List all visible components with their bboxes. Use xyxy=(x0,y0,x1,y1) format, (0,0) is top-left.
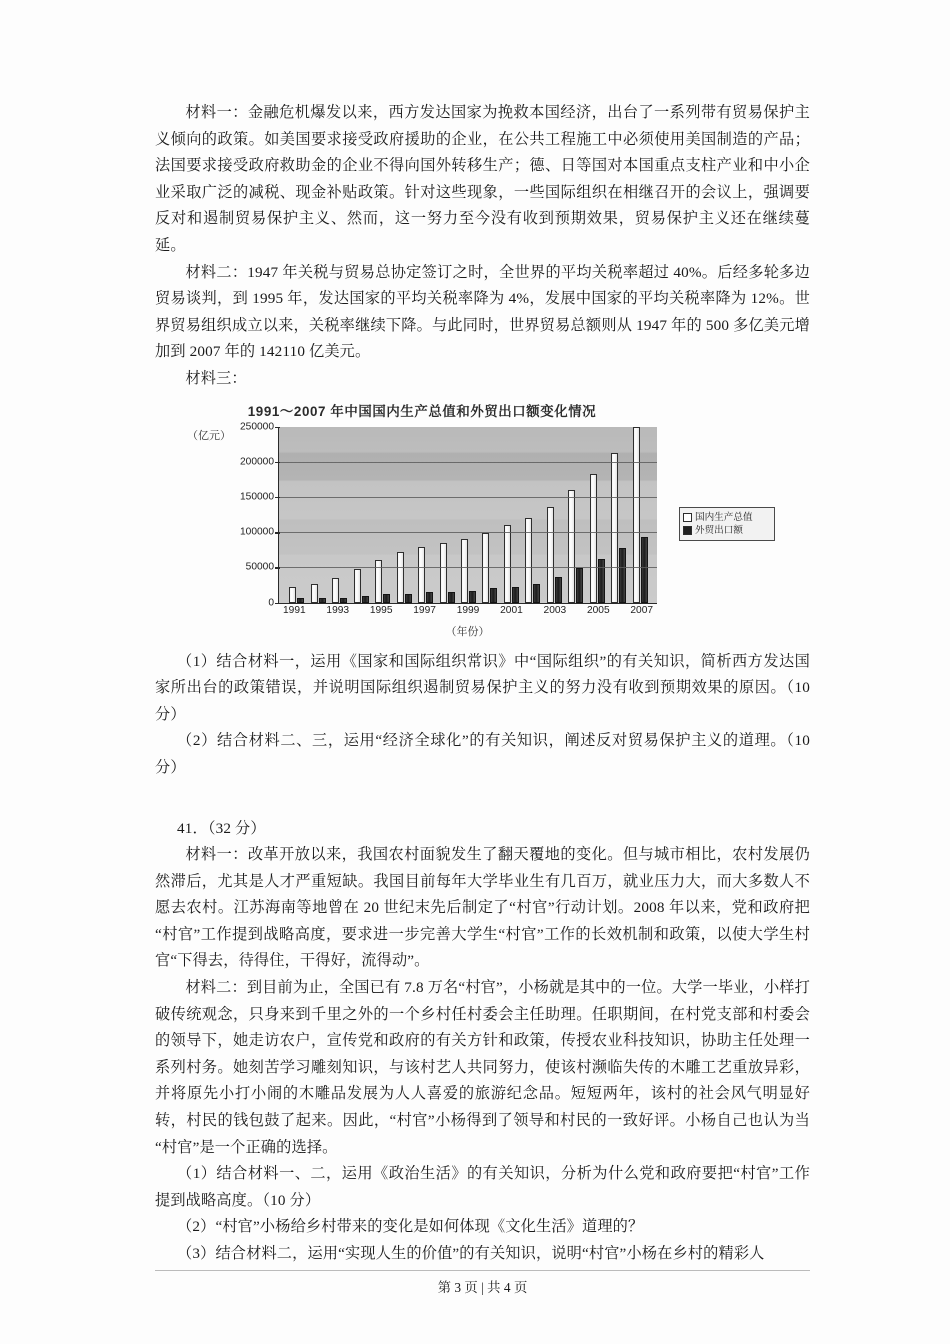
q40-material1-label: 材料一： xyxy=(185,104,248,121)
chart-y-tick-label: 0 xyxy=(268,597,274,609)
chart-bar-export xyxy=(340,598,347,603)
chart-bar-group xyxy=(436,543,457,602)
chart-y-tickmark xyxy=(275,462,280,463)
chart-gridline xyxy=(279,497,657,498)
chart-y-axis-title: （亿元） xyxy=(187,429,231,442)
gdp-export-bar-chart xyxy=(187,401,753,649)
chart-x-tick-label: 1991 xyxy=(283,604,306,616)
chart-bar-group xyxy=(522,518,543,603)
chart-x-tick-label: 2003 xyxy=(543,604,567,616)
chart-x-tick-label: 2005 xyxy=(586,604,610,616)
chart-bar-export xyxy=(448,592,455,603)
chart-bar-gdp xyxy=(590,474,597,603)
chart-bar-gdp xyxy=(332,578,339,603)
chart-y-tickmark xyxy=(275,567,280,568)
q41-material1-label: 材料一： xyxy=(185,846,248,864)
chart-x-tick-label: 1993 xyxy=(326,604,350,616)
q40-material1-paragraph xyxy=(155,100,810,260)
chart-bar-gdp xyxy=(397,552,404,602)
q41-number: 41．（32 分） xyxy=(177,819,266,837)
chart-bar-group xyxy=(630,427,651,603)
chart-y-ticks xyxy=(231,421,278,609)
q41-subquestion-2: （2）“村官”小杨给乡村带来的变化是如何体现《文化生活》道理的？ xyxy=(177,1218,644,1236)
chart-y-tick-label: 150000 xyxy=(240,491,274,503)
chart-y-tick-label: 50000 xyxy=(245,561,274,573)
chart-bar-group xyxy=(350,569,371,603)
q40-subquestion-1: （1）结合材料一，运用《国家和国际组织常识》中“国际组织”的有关知识，简析西方发达国家所出台的政策错误，并说明国际组织遏制贸易保护主义的努力没有收到预期效果的原因。（10 分） xyxy=(155,652,810,723)
q41-subquestion-1: （1）结合材料一、二，运用《政治生活》的有关知识，分析为什么党和政府要把“村官”工作提到战略高度。（10 分） xyxy=(155,1165,810,1209)
chart-bar-export xyxy=(319,598,326,603)
chart-bar-export xyxy=(641,537,648,602)
chart-bar-gdp xyxy=(440,543,447,602)
chart-bar-group xyxy=(393,552,414,602)
q40-material2-paragraph xyxy=(155,260,810,366)
legend-swatch-gdp-icon xyxy=(683,513,692,522)
chart-bar-group xyxy=(544,507,565,603)
q41-material2-text: 到目前为止，全国已有 7.8 万名“村官”，小杨就是其中的一位。大学一毕业，小样打破传统观念，只身来到千里之外的一个乡村任村委会主任助理。任职期间，在村党支部和村委会的领导下，她走访农户，宣传党和政府的有关方针和政策，传授农业科技知识，协助主任处理一系列村务。她刻苦学习雕刻知识，与该村艺人共同努力，使该村濒临失传的木雕工艺重放异彩，并将原先小打小闹的木雕品发展为人人喜爱的旅游纪念品。短短两年，该村的社会风气明显好转，村民的钱包鼓了起来。因此，“村官”小杨得到了领导和村民的一致好评。小杨自己也认为当“村官”是一个正确的选择。 xyxy=(155,979,810,1156)
chart-bar-export xyxy=(297,598,304,603)
chart-bar-gdp xyxy=(611,453,618,602)
q41-material1-text: 改革开放以来，我国农村面貌发生了翻天覆地的变化。但与城市相比，农村发展仍然滞后，尤其是人才严重短缺。我国目前每年大学毕业生有几百万，就业压力大，而大多数人不愿去农村。江苏海南等地曾在 20 世纪末先后制定了“村官”行动计划。2008 年以来，党和政府把“村官”工作提到战略高度，要求进一步完善大学生“村官”工作的长效机制和政策，以使大学生村官“下得去，待得住，干得好，流得动”。 xyxy=(155,846,810,970)
chart-bar-export xyxy=(555,577,562,602)
chart-y-tickmark xyxy=(275,532,280,533)
chart-bar-export xyxy=(469,591,476,602)
chart-bar-gdp xyxy=(568,490,575,603)
chart-bar-export xyxy=(576,568,583,602)
chart-y-tickmark xyxy=(275,427,280,428)
chart-x-tick-label: 1999 xyxy=(456,604,480,616)
q40-material2-label: 材料二： xyxy=(185,263,248,281)
chart-y-tick-label: 100000 xyxy=(240,526,274,538)
chart-bar-export xyxy=(383,594,390,602)
q40-material3-label: 材料三： xyxy=(185,369,247,387)
chart-gridline xyxy=(279,462,657,463)
legend-label-gdp: 国内生产总值 xyxy=(695,511,753,523)
chart-x-ticks xyxy=(278,605,657,616)
q40-subquestion-2: （2）结合材料二、三，运用“经济全球化”的有关知识，阐述反对贸易保护主义的道理。（10 分） xyxy=(155,732,810,776)
page-content xyxy=(155,100,810,1268)
chart-bar-group xyxy=(286,587,307,602)
chart-y-tickmark xyxy=(275,497,280,498)
chart-bar-gdp xyxy=(354,569,361,603)
chart-bar-gdp xyxy=(418,547,425,603)
chart-gridline xyxy=(279,532,657,533)
chart-x-tick-label: 1997 xyxy=(413,604,436,616)
legend-entry-gdp xyxy=(683,511,770,524)
chart-gridline xyxy=(279,567,657,568)
chart-bar-gdp xyxy=(547,507,554,603)
legend-entry-export xyxy=(683,524,770,537)
chart-bar-export xyxy=(490,588,497,602)
chart-bar-gdp xyxy=(504,525,511,602)
q40-material2-text: 1947 年关税与贸易总协定签订之时，全世界的平均关税率超过 40%。后经多轮多边贸易谈判，到 1995 年，发达国家的平均关税率降为 4%，发展中国家的平均关税率降为 12%。世界贸易组织成立以来，关税率继续下降。与此同时，世界贸易总额则从 1947 年的 500 多亿美元增加到 2007 年的 142110 亿美元。 xyxy=(155,263,810,361)
q41-material1-paragraph xyxy=(155,842,810,975)
chart-bar-group xyxy=(587,474,608,603)
q41-subquestions xyxy=(155,1161,810,1267)
legend-swatch-export-icon xyxy=(683,526,692,535)
chart-bar-gdp xyxy=(461,539,468,602)
chart-bar-group xyxy=(608,453,629,602)
chart-bars xyxy=(281,427,655,603)
legend-label-export: 外贸出口额 xyxy=(695,524,743,536)
chart-bar-gdp xyxy=(289,587,296,602)
q40-material1-text: 金融危机爆发以来，西方发达国家为挽救本国经济，出台了一系列带有贸易保护主义倾向的政策。如美国要求接受政府援助的企业，在公共工程施工中必须使用美国制造的产品；法国要求接受政府救助金的企业不得向国外转移生产；德、日等国对本国重点支柱产业和中小企业采取广泛的减税、现金补贴政策。针对这些现象，一些国际组织在相继召开的会议上，强调要反对和遏制贸易保护主义、然而，这一努力至今没有收到预期效果，贸易保护主义还在继续蔓延。 xyxy=(155,104,810,254)
chart-x-axis-title: （年份） xyxy=(445,625,490,638)
chart-bar-group xyxy=(501,525,522,602)
chart-bar-export xyxy=(512,587,519,602)
chart-y-tick-label: 250000 xyxy=(240,421,274,433)
chart-bar-export xyxy=(533,584,540,602)
chart-x-tick-label: 2007 xyxy=(630,604,654,616)
chart-bar-gdp xyxy=(311,584,318,603)
chart-bar-export xyxy=(598,559,605,603)
q41-material2-label: 材料二： xyxy=(185,979,247,997)
chart-x-tick-label: 2001 xyxy=(500,604,523,616)
chart-title: 1991～2007 年中国国内生产总值和外贸出口额变化情况 xyxy=(247,403,597,419)
chart-bar-gdp xyxy=(375,560,382,603)
page-footer: 第 3 页 | 共 4 页 xyxy=(155,1270,810,1296)
section-spacer xyxy=(155,782,810,816)
q40-material3-paragraph xyxy=(155,366,810,393)
chart-plot-area xyxy=(278,427,657,604)
chart-bar-export xyxy=(405,594,412,602)
chart-bar-export xyxy=(619,548,626,602)
chart-legend xyxy=(679,507,775,541)
chart-bar-group xyxy=(458,539,479,602)
chart-bar-group xyxy=(372,560,393,603)
q40-subquestions xyxy=(155,649,810,782)
chart-bar-export xyxy=(426,592,433,603)
chart-bar-group xyxy=(565,490,586,603)
chart-bar-group xyxy=(329,578,350,603)
chart-bar-gdp xyxy=(525,518,532,603)
chart-bar-group xyxy=(415,547,436,603)
q41-subquestion-3: （3）结合材料二，运用“实现人生的价值”的有关知识，说明“村官”小杨在乡村的精彩人 xyxy=(177,1245,765,1262)
chart-y-tick-label: 200000 xyxy=(240,456,274,468)
q41-material2-paragraph xyxy=(155,975,810,1161)
chart-bar-group xyxy=(307,584,328,603)
chart-x-tick-label: 1995 xyxy=(369,604,393,616)
chart-bar-export xyxy=(362,596,369,603)
chart-bar-gdp xyxy=(633,427,640,603)
